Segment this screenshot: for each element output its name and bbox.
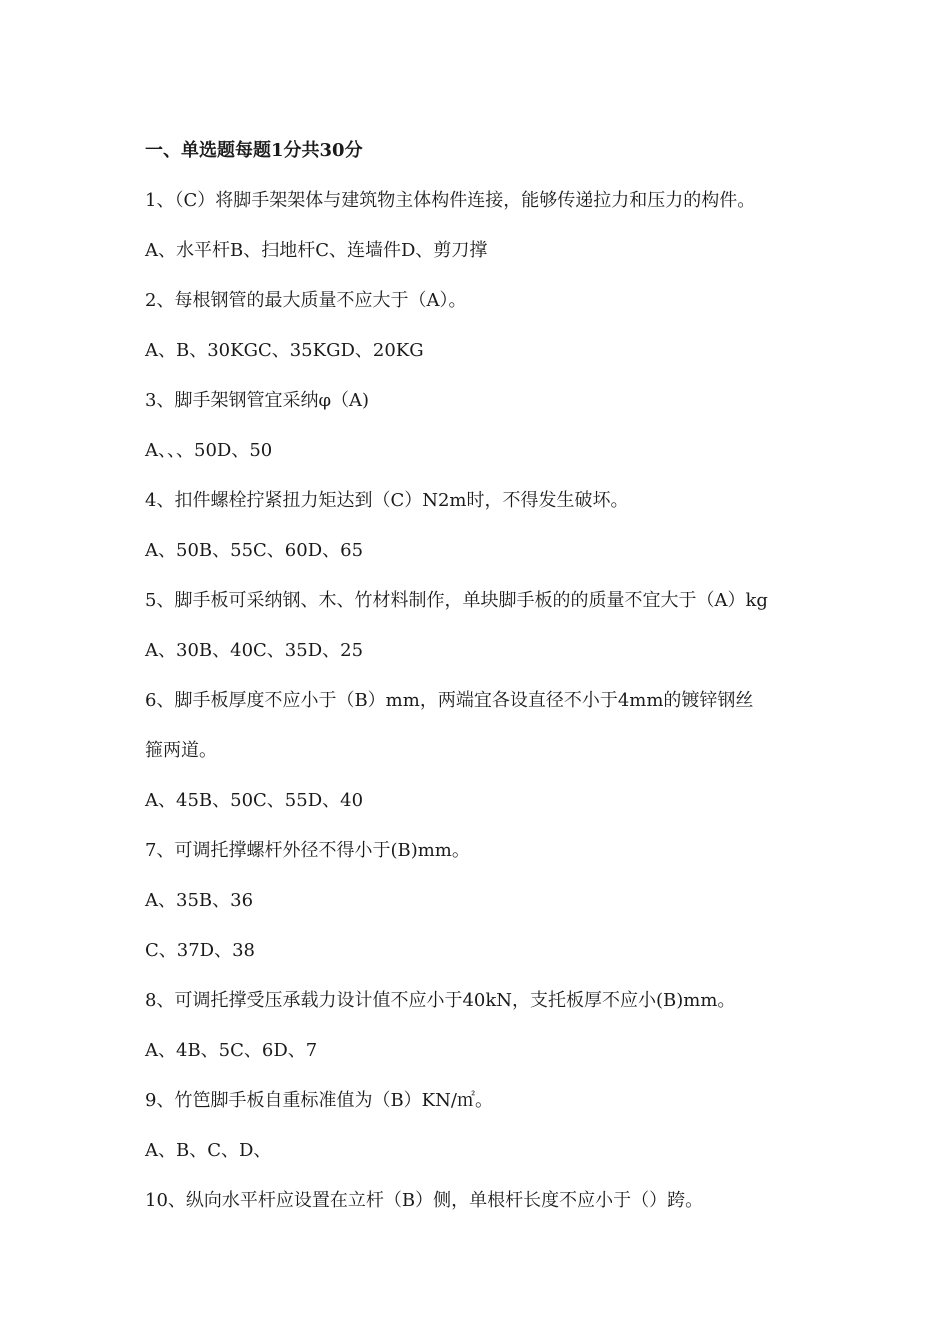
question-5: 5、脚手板可采纳钢、木、竹材料制作，单块脚手板的的质量不宜大于（A）kg	[145, 590, 768, 611]
section-heading: 一、单选题每题1分共30分	[145, 140, 363, 161]
document-body	[145, 131, 825, 1231]
question-9: 9、竹笆脚手板自重标准值为（B）KN/㎡。	[145, 1090, 493, 1111]
question-1: 1、（C）将脚手架架体与建筑物主体构件连接，能够传递拉力和压力的构件。	[145, 190, 756, 211]
question-4: 4、扣件螺栓拧紧扭力矩达到（C）N2m时，不得发生破坏。	[145, 490, 629, 511]
question-6-continued: 箍两道。	[145, 740, 217, 761]
question-7-options-a-b: A、35B、36	[145, 890, 254, 911]
question-5-options: A、30B、40C、35D、25	[145, 640, 364, 661]
question-7: 7、可调托撑螺杆外径不得小于(B)mm。	[145, 840, 470, 861]
question-6: 6、脚手板厚度不应小于（B）mm，两端宜各设直径不小于4mm的镀锌钢丝	[145, 690, 754, 711]
question-8-options: A、4B、5C、6D、7	[145, 1040, 318, 1061]
question-10: 10、纵向水平杆应设置在立杆（B）侧，单根杆长度不应小于（）跨。	[145, 1190, 704, 1211]
question-2-options: A、B、30KGC、35KGD、20KG	[145, 340, 424, 361]
question-1-options: A、水平杆B、扫地杆C、连墙件D、剪刀撑	[145, 240, 488, 261]
question-6-options: A、45B、50C、55D、40	[145, 790, 364, 811]
question-7-options-c-d: C、37D、38	[145, 940, 256, 961]
question-3-options: A、、、50D、50	[145, 440, 273, 461]
question-4-options: A、50B、55C、60D、65	[145, 540, 364, 561]
question-3: 3、脚手架钢管宜采纳φ（A)	[145, 390, 370, 411]
question-2: 2、每根钢管的最大质量不应大于（A）。	[145, 290, 467, 311]
question-8: 8、可调托撑受压承载力设计值不应小于40kN，支托板厚不应小(B)mm。	[145, 990, 736, 1011]
question-9-options: A、B、C、D、	[145, 1140, 272, 1161]
